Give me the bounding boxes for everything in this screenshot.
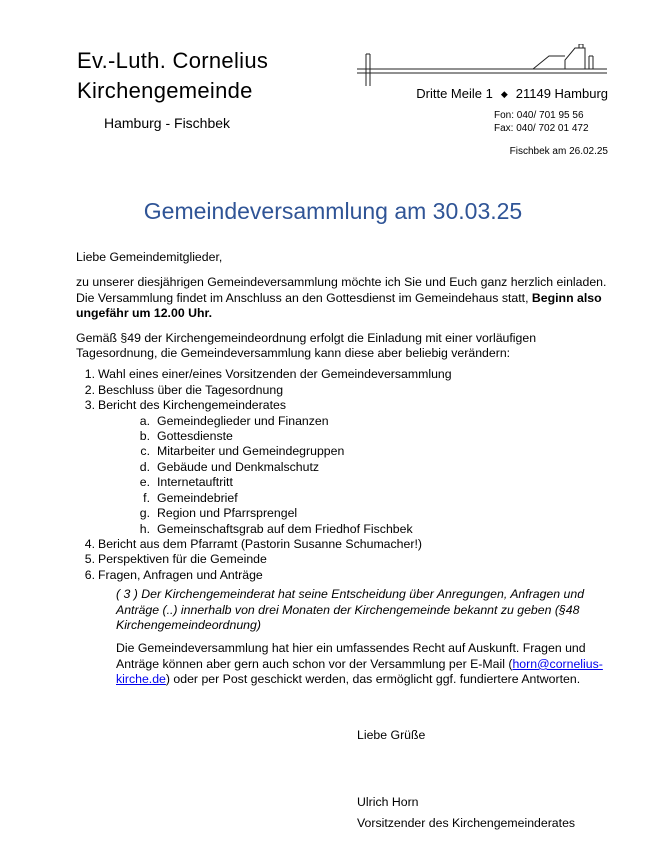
address-street: Dritte Meile 1 xyxy=(416,86,493,101)
agenda-item-number: 5. xyxy=(84,552,95,567)
agenda-item-number: 3. xyxy=(84,398,95,413)
agenda-item xyxy=(76,552,616,567)
signature-role: Vorsitzender des Kirchengemeinderates xyxy=(357,816,576,830)
agenda-list xyxy=(76,367,616,413)
agenda-subitem-letter: a. xyxy=(139,413,150,428)
agenda-item-number: 1. xyxy=(84,367,95,382)
agenda-item-label: Bericht des Kirchengemeinderates xyxy=(98,398,286,413)
closing-regards: Liebe Grüße xyxy=(357,728,426,742)
agenda-item-label: Fragen, Anfragen und Anträge xyxy=(98,567,263,582)
agenda-subitem xyxy=(76,491,616,506)
address-city: 21149 Hamburg xyxy=(515,86,608,101)
phone-number: Fon: 040/ 701 95 56 xyxy=(494,110,584,121)
agenda-subitem xyxy=(76,460,616,475)
org-location: Hamburg - Fischbek xyxy=(104,115,231,131)
agenda-subitem xyxy=(76,414,616,429)
fax-number: Fax: 040/ 702 01 472 xyxy=(494,123,589,134)
agenda-item-label: Beschluss über die Tagesordnung xyxy=(98,382,284,397)
legal-paragraph: Gemäß §49 der Kirchengemeindeordnung erfolgt die Einladung mit einer vorläufigen Tagesordnung, die Gemeindeversammlung kann diese aber beliebig verändern: xyxy=(76,330,537,361)
agenda-item-number: 4. xyxy=(84,536,95,551)
info-paragraph xyxy=(76,641,616,687)
church-logo-icon xyxy=(353,44,611,86)
email-link[interactable]: horn@cornelius-kirche.de xyxy=(116,656,603,687)
agenda-subitem-label: Region und Pfarrsprengel xyxy=(157,506,298,521)
agenda-item-label: Wahl eines einer/eines Vorsitzenden der Gemeindeversammlung xyxy=(98,367,452,382)
agenda-subitem-label: Mitarbeiter und Gemeindegruppen xyxy=(157,444,345,459)
agenda-item xyxy=(76,537,616,552)
agenda-item-number: 2. xyxy=(84,382,95,397)
agenda-item xyxy=(76,367,616,382)
info-text-after: ) oder per Post geschickt werden, das ermöglicht ggf. fundiertere Antworten. xyxy=(165,672,581,687)
info-text-before: Die Gemeindeversammlung hat hier ein umfassendes Recht auf Auskunft. Fragen und Anträge können aber gern auch schon vor der Versammlung per E-Mail ( xyxy=(116,641,586,671)
agenda-item-label: Perspektiven für die Gemeinde xyxy=(98,552,267,567)
intro-text: zu unserer diesjährigen Gemeindeversammlung möchte ich Sie und Euch ganz herzlich einladen. Die Versammlung findet im Anschluss an den Gottesdienst im Gemeindehaus statt, xyxy=(76,275,607,305)
agenda-list-continued xyxy=(76,537,616,583)
agenda-subitem-letter: d. xyxy=(139,459,150,474)
agenda-subitem xyxy=(76,475,616,490)
signature-name: Ulrich Horn xyxy=(357,795,419,809)
letter-body xyxy=(76,250,616,688)
agenda-item xyxy=(76,568,616,583)
agenda-subitem-label: Gebäude und Denkmalschutz xyxy=(157,459,320,474)
agenda-subitem-letter: h. xyxy=(139,521,150,536)
place-date: Fischbek am 26.02.25 xyxy=(509,146,608,157)
salutation: Liebe Gemeindemitglieder, xyxy=(76,250,223,264)
intro-bold-time: Beginn also ungefähr um 12.00 Uhr. xyxy=(76,290,602,321)
agenda-item xyxy=(76,383,616,398)
agenda-item-label: Bericht aus dem Pfarramt (Pastorin Susanne Schumacher!) xyxy=(98,536,422,551)
address-separator-icon: ◆ xyxy=(500,89,508,99)
agenda-subitem xyxy=(76,506,616,521)
agenda-item xyxy=(76,398,616,413)
intro-paragraph xyxy=(76,275,616,321)
legal-quote: ( 3 ) Der Kirchengemeinderat hat seine Entscheidung über Anregungen, Anfragen und Anträge (..) innerhalb von drei Monaten der Kirchengemeinde bekannt zu geben (§48 Kirchengemeindeordnung) xyxy=(116,587,585,632)
address-line xyxy=(416,86,608,101)
agenda-subitem-label: Gemeindebrief xyxy=(157,490,238,505)
agenda-subitem xyxy=(76,444,616,459)
agenda-subitem-letter: f. xyxy=(143,490,150,505)
agenda-subitem-label: Gottesdienste xyxy=(157,429,233,444)
org-name-line1: Ev.-Luth. Cornelius xyxy=(77,48,269,73)
agenda-sublist xyxy=(76,414,616,537)
org-name-line2: Kirchengemeinde xyxy=(77,78,253,103)
agenda-subitem-label: Gemeinschaftsgrab auf dem Friedhof Fischbek xyxy=(157,521,413,536)
agenda-subitem-label: Gemeindeglieder und Finanzen xyxy=(157,413,329,428)
agenda-subitem-letter: e. xyxy=(139,475,150,490)
agenda-subitem-label: Internetauftritt xyxy=(157,475,233,490)
agenda-subitem xyxy=(76,429,616,444)
agenda-subitem-letter: b. xyxy=(139,429,150,444)
agenda-subitem-letter: g. xyxy=(139,506,150,521)
agenda-item-number: 6. xyxy=(84,567,95,582)
agenda-subitem-letter: c. xyxy=(140,444,150,459)
agenda-subitem xyxy=(76,522,616,537)
document-title: Gemeindeversammlung am 30.03.25 xyxy=(143,198,523,224)
